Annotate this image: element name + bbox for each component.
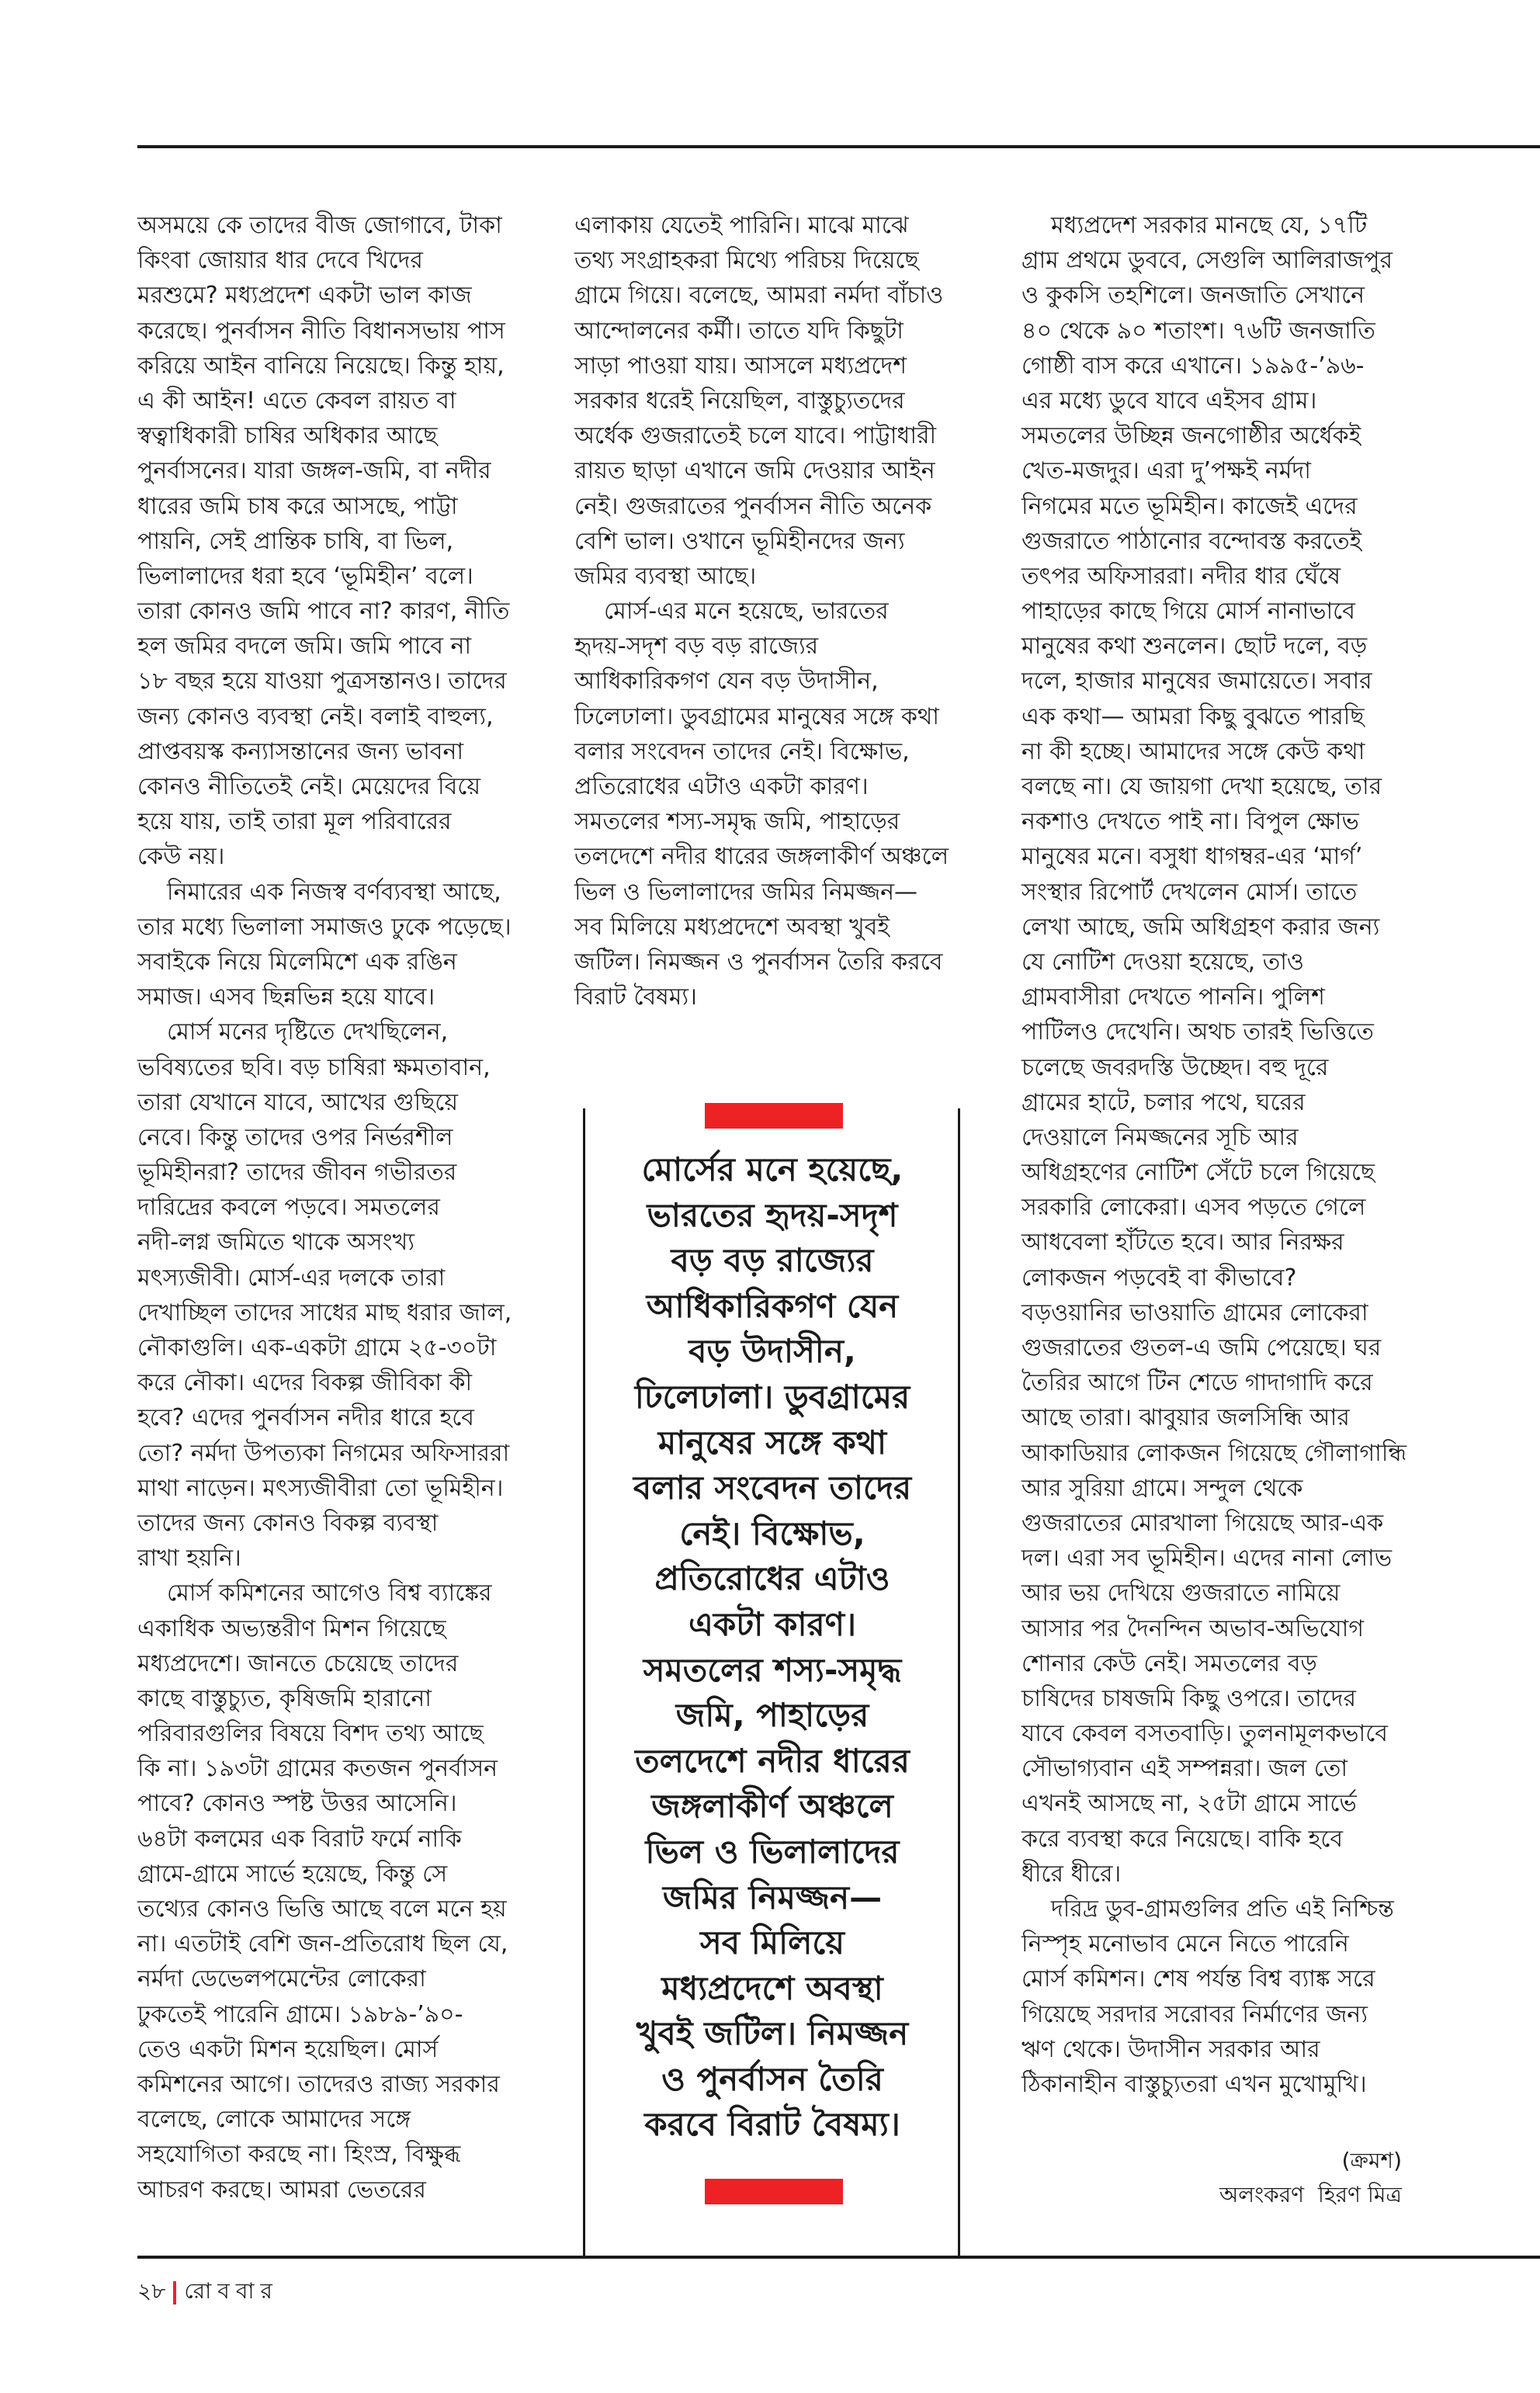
text-line: তারা কোনও জমি পাবে না? কারণ, নীতি <box>137 598 510 626</box>
text-line: ধারের জমি চাষ করে আসছে, পাট্টা <box>137 492 458 520</box>
pull-quote-line: জঙ্গলাকীর্ণ অঞ্চলে <box>651 1787 893 1826</box>
text-line: রায়ত ছাড়া এখানে জমি দেওয়ার আইন <box>574 457 935 485</box>
text-line: দলে, হাজার মানুষের জমায়েতে। সবার <box>1021 668 1372 695</box>
pull-quote-line: প্রতিরোধের এটাও <box>654 1559 890 1598</box>
text-line: তার মধ্যে ভিলালা সমাজও ঢুকে পড়েছে। <box>137 913 512 941</box>
text-line: ৬৪টা কলমের এক বিরাট ফর্মে নাকি <box>137 1825 462 1853</box>
text-line: গুজরাতের মোরখালা গিয়েছে আর-এক <box>1021 1509 1384 1537</box>
text-line: মানুষের কথা শুনলেন। ছোট দলে, বড় <box>1021 633 1368 661</box>
pull-quote-line: আধিকারিকগণ যেন <box>646 1286 899 1325</box>
text-line: গ্রামে গিয়ে। বলেছে, আমরা নর্মদা বাঁচাও <box>574 282 944 310</box>
text-line: গুজরাতের গুতল-এ জমি পেয়েছে। ঘর <box>1021 1334 1382 1361</box>
text-line: ৪০ থেকে ৯০ শতাংশ। ৭৬টি জনজাতি <box>1021 317 1375 345</box>
text-line: অধিগ্রহণের নোটিশ সেঁটে চলে গিয়েছে <box>1021 1159 1375 1187</box>
text-line: অর্ধেক গুজরাতেই চলে যাবে। পাট্টাধারী <box>574 422 937 450</box>
text-line: এ কী আইন! এতে কেবল রায়ত বা <box>137 387 456 414</box>
text-line: গুজরাতে পাঠানোর বন্দোবস্ত করতেই <box>1021 527 1362 555</box>
pull-quote-line: একটা কারণ। <box>688 1604 857 1643</box>
bottom-rule <box>137 2256 1540 2259</box>
text-line: আসার পর দৈনন্দিন অভাব-অভিযোগ <box>1021 1614 1365 1642</box>
text-line: মোর্স কমিশনের আগেও বিশ্ব ব্যাঙ্কের <box>167 1580 492 1607</box>
text-line: তাদের জন্য কোনও বিকল্প ব্যবস্থা <box>137 1509 439 1537</box>
text-line: দেখাচ্ছিল তাদের সাধের মাছ ধরার জাল, <box>137 1299 512 1327</box>
text-line: মধ্যপ্রদেশ সরকার মানছে যে, ১৭টি <box>1051 212 1368 239</box>
text-line: নেবে। কিন্তু তাদের ওপর নির্ভরশীল <box>137 1123 453 1151</box>
illustration-credit: অলংকরণ হিরণ মিত্র <box>1219 2182 1402 2207</box>
text-line: মোর্স-এর মনে হয়েছে, ভারতের <box>604 598 889 626</box>
text-line: তলদেশে নদীর ধারের জঙ্গলাকীর্ণ অঞ্চলে <box>574 843 949 871</box>
text-line: ঢিলেঢালা। ডুবগ্রামের মানুষের সঙ্গে কথা <box>574 702 939 730</box>
text-line: সমতলের শস্য-সমৃদ্ধ জমি, পাহাড়ের <box>574 808 900 836</box>
text-line: আচরণ করছে। আমরা ভেতরের <box>137 2176 426 2204</box>
text-line: যে নোটিশ দেওয়া হয়েছে, তাও <box>1021 948 1304 976</box>
text-line: ধীরে ধীরে। <box>1021 1860 1122 1888</box>
text-line: মরশুমে? মধ্যপ্রদেশ একটা ভাল কাজ <box>137 282 472 310</box>
pull-quote-left-border <box>583 1108 585 2257</box>
text-line: না কী হচ্ছে। আমাদের সঙ্গে কেউ কথা <box>1021 737 1365 765</box>
text-line: এর মধ্যে ডুবে যাবে এইসব গ্রাম। <box>1021 387 1317 414</box>
text-line: অসময়ে কে তাদের বীজ জোগাবে, টাকা <box>137 212 502 239</box>
text-line: সমতলের উচ্ছিন্ন জনগোষ্ঠীর অর্ধেকই <box>1021 422 1361 450</box>
continued-note: (ক্রমশ) <box>1341 2148 1402 2173</box>
text-line: এক কথা— আমরা কিছু বুঝতে পারছি <box>1021 702 1365 730</box>
text-line: সমাজ। এসব ছিন্নভিন্ন হয়ে যাবে। <box>137 983 435 1011</box>
text-line: আধবেলা হাঁটতে হবে। আর নিরক্ষর <box>1021 1229 1344 1257</box>
text-line: একাধিক অভ্যন্তরীণ মিশন গিয়েছে <box>137 1614 446 1642</box>
text-line: স্বত্বাধিকারী চাষির অধিকার আছে <box>137 422 438 450</box>
text-line: লোকজন পড়বেই বা কীভাবে? <box>1021 1264 1297 1292</box>
text-line: প্রতিরোধের এটাও একটা কারণ। <box>574 773 869 800</box>
text-line: আর ভয় দেখিয়ে গুজরাতে নামিয়ে <box>1021 1580 1341 1607</box>
text-line: তৈরির আগে টিন শেডে গাদাগাদি করে <box>1021 1369 1373 1397</box>
top-rule <box>137 145 1540 148</box>
text-line: সংস্থার রিপোর্ট দেখলেন মোর্স। তাতে <box>1021 878 1358 906</box>
pull-quote-line: মোর্সের মনে হয়েছে, <box>641 1150 904 1188</box>
text-line: তথ্য সংগ্রাহকরা মিথ্যে পরিচয় দিয়েছে <box>574 247 919 275</box>
text-line: আন্দোলনের কর্মী। তাতে যদি কিছুটা <box>574 317 904 345</box>
text-line: আর সুরিয়া গ্রামে। সন্দুল থেকে <box>1021 1474 1303 1502</box>
text-line: কি না। ১৯৩টা গ্রামের কতজন পুনর্বাসন <box>137 1755 498 1783</box>
text-line: এখনই আসছে না, ২৫টা গ্রামে সার্ভে <box>1021 1790 1357 1818</box>
text-line: গ্রাম প্রথমে ডুববে, সেগুলি আলিরাজপুর <box>1021 247 1393 275</box>
pull-quote-line: জমির নিমজ্জন— <box>662 1878 883 1916</box>
text-line: বিরাট বৈষম্য। <box>574 983 697 1011</box>
text-line: নৌকাগুলি। এক-একটা গ্রামে ২৫-৩০টা <box>137 1334 497 1361</box>
text-line: পাবে? কোনও স্পষ্ট উত্তর আসেনি। <box>137 1790 457 1818</box>
text-line: পায়নি, সেই প্রান্তিক চাষি, বা ভিল, <box>137 527 454 555</box>
text-line: আছে তারা। ঝাবুয়ার জলসিন্ধি আর <box>1021 1404 1350 1432</box>
text-line: ১৮ বছর হয়ে যাওয়া পুত্রসন্তানও। তাদের <box>137 668 507 695</box>
text-line: দরিদ্র ডুব-গ্রামগুলির প্রতি এই নিশ্চিন্ত <box>1051 1895 1394 1923</box>
pull-quote <box>590 1147 955 2148</box>
text-line: ঠিকানাহীন বাস্তুচ্যুতরা এখন মুখোমুখি। <box>1021 2070 1367 2098</box>
text-line: না। এতটাই বেশি জন-প্রতিরোধ ছিল যে, <box>137 1930 508 1958</box>
text-line: জমির ব্যবস্থা আছে। <box>574 562 757 590</box>
text-line: লেখা আছে, জমি অধিগ্রহণ করার জন্য <box>1021 913 1380 941</box>
text-line: মোর্স কমিশন। শেষ পর্যন্ত বিশ্ব ব্যাঙ্ক সরে <box>1021 1965 1375 1993</box>
pull-quote-top-accent <box>705 1103 843 1129</box>
text-line: মৎস্যজীবী। মোর্স-এর দলকে তারা <box>137 1264 446 1292</box>
page-footer <box>137 2274 279 2311</box>
text-line: বলছে না। যে জায়গা দেখা হয়েছে, তার <box>1021 773 1382 800</box>
text-line: গ্রামে-গ্রামে সার্ভে হয়েছে, কিন্তু সে <box>137 1860 448 1888</box>
pull-quote-line: সব মিলিয়ে <box>699 1923 845 1962</box>
text-line: নিগমের মতে ভূমিহীন। কাজেই এদের <box>1021 492 1358 520</box>
text-line: গিয়েছে সরদার সরোবর নির্মাণের জন্য <box>1021 2000 1368 2028</box>
pull-quote-line: মানুষের সঙ্গে কথা <box>657 1423 887 1462</box>
text-line: হৃদয়-সদৃশ বড় বড় রাজ্যের <box>574 633 819 661</box>
text-line: পাটিলও দেখেনি। অথচ তারই ভিত্তিতে <box>1021 1018 1374 1046</box>
pull-quote-line: সমতলের শস্য-সমৃদ্ধ <box>643 1650 902 1689</box>
text-line: জন্য কোনও ব্যবস্থা নেই। বলাই বাহুল্য, <box>137 702 494 730</box>
pull-quote-bottom-accent <box>705 2179 843 2204</box>
text-line: তেও একটা মিশন হয়েছিল। মোর্স <box>137 2035 439 2063</box>
text-line: ও কুকসি তহশিলে। জনজাতি সেখানে <box>1021 282 1365 310</box>
text-line: হবে? এদের পুনর্বাসন নদীর ধারে হবে <box>137 1404 474 1432</box>
pull-quote-line: জমি, পাহাড়ের <box>675 1696 869 1735</box>
text-line: শোনার কেউ নেই। সমতলের বড় <box>1021 1649 1317 1677</box>
text-line: চলেছে জবরদস্তি উচ্ছেদ। বহু দূরে <box>1021 1053 1329 1081</box>
text-line: হয়ে যায়, তাই তারা মূল পরিবারের <box>137 808 452 836</box>
text-line: ভূমিহীনরা? তাদের জীবন গভীরতর <box>137 1159 457 1187</box>
text-line: আকাডিয়ার লোকজন গিয়েছে গৌলাগান্ধি <box>1021 1439 1407 1467</box>
text-line: গ্রামের হাটে, চলার পথে, ঘরের <box>1021 1088 1306 1116</box>
article-column-3 <box>1021 208 1410 2102</box>
pull-quote-line: করবে বিরাট বৈষম্য। <box>644 2105 900 2144</box>
text-line: প্রাপ্তবয়স্ক কন্যাসন্তানের জন্য ভাবনা <box>137 737 464 765</box>
text-line: এলাকায় যেতেই পারিনি। মাঝে মাঝে <box>574 212 909 239</box>
pull-quote-right-border <box>958 1108 960 2257</box>
pull-quote-line: নেই। বিক্ষোভ, <box>679 1514 865 1552</box>
text-line: পাহাড়ের কাছে গিয়ে মোর্স নানাভাবে <box>1021 598 1355 626</box>
text-line: বলেছে, লোকে আমাদের সঙ্গে <box>137 2106 411 2134</box>
text-line: নিমারের এক নিজস্ব বর্ণব্যবস্থা আছে, <box>167 878 501 906</box>
text-line: সৌভাগ্যবান এই সম্পন্নরা। জল তো <box>1021 1755 1348 1783</box>
text-line: দারিদ্রের কবলে পড়বে। সমতলের <box>137 1194 440 1222</box>
text-line: বেশি ভাল। ওখানে ভূমিহীনদের জন্য <box>574 527 905 555</box>
text-line: সহযোগিতা করছে না। হিংস্র, বিক্ষুব্ধ <box>137 2141 461 2169</box>
text-line: রাখা হয়নি। <box>137 1545 241 1573</box>
text-line: দেওয়ালে নিমজ্জনের সূচি আর <box>1021 1123 1299 1151</box>
footer-separator <box>173 2281 176 2305</box>
text-line: পরিবারগুলির বিষয়ে বিশদ তথ্য আছে <box>137 1720 484 1748</box>
text-line: কিংবা জোয়ার ধার দেবে খিদের <box>137 247 423 275</box>
text-line: ভিল ও ভিলালাদের জমির নিমজ্জন— <box>574 878 917 906</box>
text-line: নিস্পৃহ মনোভাব মেনে নিতে পারেনি <box>1021 1930 1349 1958</box>
text-line: কেউ নয়। <box>137 843 225 871</box>
text-line: তৎপর অফিসাররা। নদীর ধার ঘেঁষে <box>1021 562 1341 590</box>
text-line: ভিলালাদের ধরা হবে ‘ভূমিহীন’ বলে। <box>137 562 473 590</box>
text-line: ঋণ থেকে। উদাসীন সরকার আর <box>1021 2035 1320 2063</box>
text-line: সরকার ধরেই নিয়েছিল, বাস্তুচ্যুতদের <box>574 387 905 414</box>
text-line: খেত-মজদুর। এরা দু’পক্ষই নর্মদা <box>1021 457 1311 485</box>
text-line: তথ্যের কোনও ভিত্তি আছে বলে মনে হয় <box>137 1895 507 1923</box>
pull-quote-line: বড় বড় রাজ্যের <box>671 1241 874 1280</box>
text-line: গোষ্ঠী বাস করে এখানে। ১৯৯৫-’৯৬- <box>1021 352 1365 380</box>
text-line: দল। এরা সব ভূমিহীন। এদের নানা লোভ <box>1021 1545 1393 1573</box>
text-line: কাছে বাস্তুচ্যুত, কৃষিজমি হারানো <box>137 1684 432 1712</box>
pull-quote-line: ও পুনর্বাসন তৈরি <box>661 2059 883 2098</box>
text-line: তারা যেখানে যাবে, আখের গুছিয়ে <box>137 1088 458 1116</box>
text-line: নর্মদা ডেভেলপমেন্টের লোকেরা <box>137 1965 426 1993</box>
text-line: বলার সংবেদন তাদের নেই। বিক্ষোভ, <box>574 737 910 765</box>
text-line: পুনর্বাসনের। যারা জঙ্গল-জমি, বা নদীর <box>137 457 491 485</box>
text-line: মাথা নাড়েন। মৎস্যজীবীরা তো ভূমিহীন। <box>137 1474 504 1502</box>
text-line: আধিকারিকগণ যেন বড় উদাসীন, <box>574 668 879 695</box>
text-line: কোনও নীতিতেই নেই। মেয়েদের বিয়ে <box>137 773 481 800</box>
text-line: চাষিদের চাষজমি কিছু ওপরে। তাদের <box>1021 1684 1356 1712</box>
text-line: জটিল। নিমজ্জন ও পুনর্বাসন তৈরি করবে <box>574 948 943 976</box>
page-number: ২৮ <box>137 2278 166 2304</box>
text-line: ভবিষ্যতের ছবি। বড় চাষিরা ক্ষমতাবান, <box>137 1053 491 1081</box>
pull-quote-line: খুবই জটিল। নিমজ্জন <box>636 2014 909 2053</box>
text-line: করেছে। পুনর্বাসন নীতি বিধানসভায় পাস <box>137 317 505 345</box>
article-column-1 <box>137 208 525 2207</box>
text-line: করে ব্যবস্থা করে নিয়েছে। বাকি হবে <box>1021 1825 1344 1853</box>
text-line: করে নৌকা। এদের বিকল্প জীবিকা কী <box>137 1369 473 1397</box>
pull-quote-line: ভারতের হৃদয়-সদৃশ <box>647 1195 898 1234</box>
text-line: মোর্স মনের দৃষ্টিতে দেখছিলেন, <box>167 1018 449 1046</box>
text-line: কমিশনের আগে। তাদেরও রাজ্য সরকার <box>137 2070 500 2098</box>
text-line: যাবে কেবল বসতবাড়ি। তুলনামূলকভাবে <box>1021 1720 1388 1748</box>
text-line: নকশাও দেখতে পাই না। বিপুল ক্ষোভ <box>1021 808 1359 836</box>
text-line: বড়ওয়ানির ভাওয়াতি গ্রামের লোকেরা <box>1021 1299 1368 1327</box>
text-line: নদী-লগ্ন জমিতে থাকে অসংখ্য <box>137 1229 414 1257</box>
pull-quote-line: ভিল ও ভিলালাদের <box>645 1832 900 1871</box>
text-line: হল জমির বদলে জমি। জমি পাবে না <box>137 633 472 661</box>
text-line: মানুষের মনে। বসুধা ধাগম্বর-এর ‘মার্গ’ <box>1021 843 1363 871</box>
text-line: ঢুকতেই পারেনি গ্রামে। ১৯৮৯-’৯০- <box>137 2000 463 2028</box>
text-line: সবাইকে নিয়ে মিলেমিশে এক রঙিন <box>137 948 457 976</box>
pull-quote-line: তলদেশে নদীর ধারের <box>635 1741 910 1780</box>
text-line: সরকারি লোকেরা। এসব পড়তে গেলে <box>1021 1194 1366 1222</box>
text-line: সব মিলিয়ে মধ্যপ্রদেশে অবস্থা খুবই <box>574 913 890 941</box>
article-column-2 <box>574 208 962 1014</box>
pull-quote-line: বড় উদাসীন, <box>688 1332 856 1371</box>
magazine-name: রোববার <box>184 2278 279 2304</box>
text-line: নেই। গুজরাতের পুনর্বাসন নীতি অনেক <box>574 492 932 520</box>
text-line: তো? নর্মদা উপত্যকা নিগমের অফিসাররা <box>137 1439 510 1467</box>
text-line: মধ্যপ্রদেশে। জানতে চেয়েছে তাদের <box>137 1649 459 1677</box>
text-line: গ্রামবাসীরা দেখতে পাননি। পুলিশ <box>1021 983 1325 1011</box>
pull-quote-line: ঢিলেঢালা। ডুবগ্রামের <box>634 1377 910 1416</box>
pull-quote-line: বলার সংবেদন তাদের <box>633 1469 912 1507</box>
text-line: সাড়া পাওয়া যায়। আসলে মধ্যপ্রদেশ <box>574 352 907 380</box>
text-line: করিয়ে আইন বানিয়ে নিয়েছে। কিন্তু হায়, <box>137 352 505 380</box>
pull-quote-line: মধ্যপ্রদেশে অবস্থা <box>661 1968 883 2007</box>
